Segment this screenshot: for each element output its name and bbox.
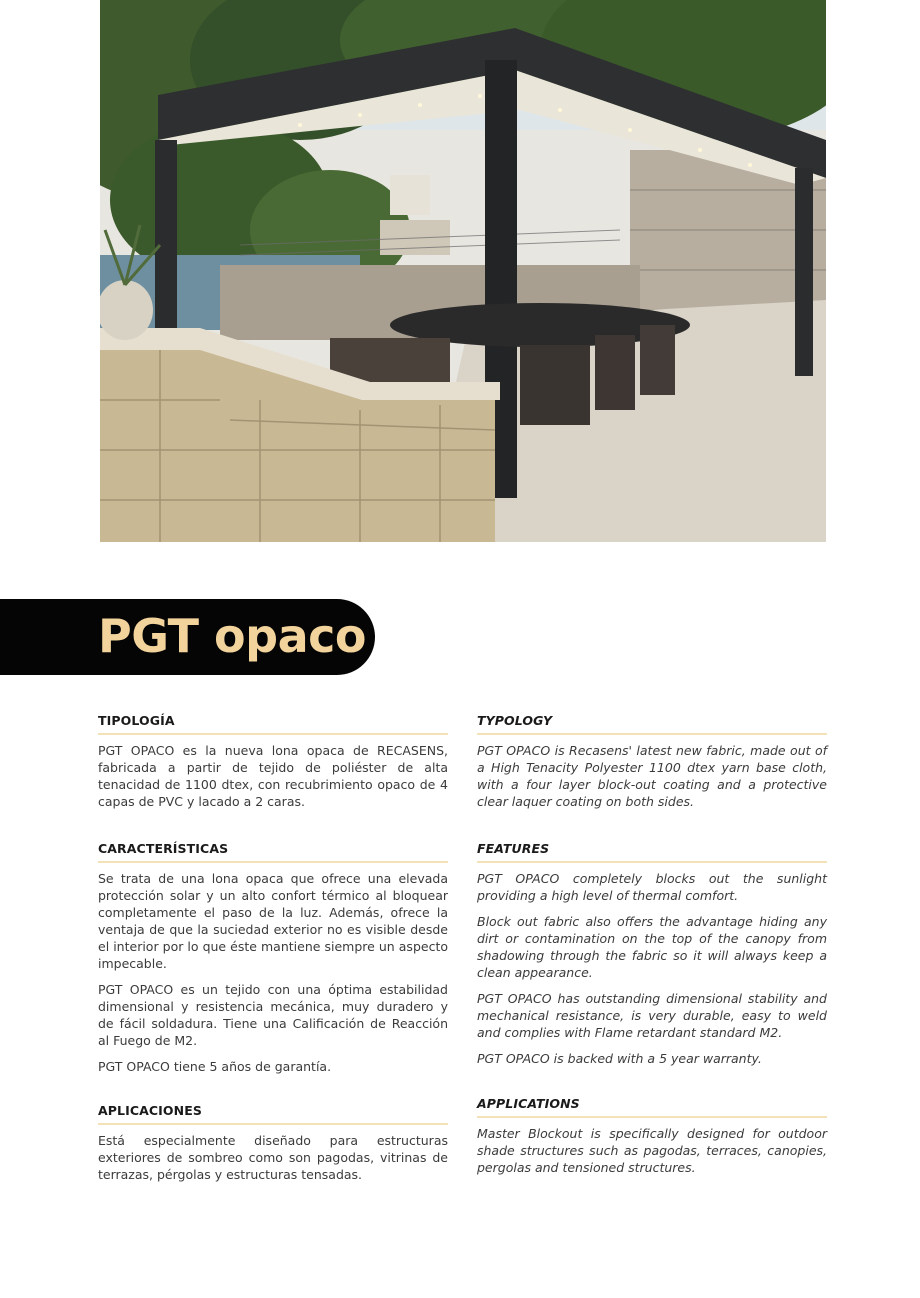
page-title: PGT opaco	[98, 609, 366, 663]
spanish-column	[98, 713, 448, 1182]
es-typology-text: PGT OPACO es la nueva lona opaca de RECASENS, fabricada a partir de tejido de poliéster de alta tenacidad de 1100 dtex, con recubrimiento opaco de 4 capas de PVC y lacado a 2 caras.	[98, 743, 448, 809]
en-features-paragraph: PGT OPACO is backed with a 5 year warranty.	[477, 1051, 762, 1066]
es-typology-section	[98, 713, 448, 810]
en-features-heading: FEATURES	[477, 841, 827, 863]
es-applications-section	[98, 1103, 448, 1183]
en-features-paragraph: Block out fabric also offers the advantage hiding any dirt or contamination on the top of the canopy from shadowing through the fabric so it will always keep a clean appearance.	[477, 914, 827, 980]
es-applications-text: Está especialmente diseñado para estructuras exteriores de sombreo como son pagodas, vitrinas de terrazas, pérgolas y estructuras tensadas.	[98, 1133, 448, 1182]
english-column	[477, 713, 827, 1175]
es-features-paragraph: PGT OPACO es un tejido con una óptima estabilidad dimensional y resistencia mecánica, muy duradero y de fácil soldadura. Tiene una Calificación de Reacción al Fuego de M2.	[98, 982, 448, 1048]
es-typology-heading: TIPOLOGÍA	[98, 713, 448, 735]
es-applications-heading: APLICACIONES	[98, 1103, 448, 1125]
en-features-section	[477, 841, 827, 1067]
es-features-heading: CARACTERÍSTICAS	[98, 841, 448, 863]
pergola-photo	[100, 0, 826, 542]
en-typology-section	[477, 713, 827, 810]
en-typology-text: PGT OPACO is Recasens' latest new fabric, made out of a High Tenacity Polyester 1100 dtex yarn base cloth, with a four layer block-out coating and a protective clear laquer coating on both sides.	[477, 743, 827, 809]
en-applications-heading: APPLICATIONS	[477, 1096, 827, 1118]
es-features-section	[98, 841, 448, 1075]
es-features-paragraph: PGT OPACO tiene 5 años de garantía.	[98, 1059, 332, 1074]
en-features-paragraph: PGT OPACO has outstanding dimensional stability and mechanical resistance, is very durable, easy to weld and complies with Flame retardant standard M2.	[477, 991, 827, 1040]
en-typology-heading: TYPOLOGY	[477, 713, 827, 735]
en-features-paragraph: PGT OPACO completely blocks out the sunlight providing a high level of thermal comfort.	[477, 871, 827, 903]
en-applications-text: Master Blockout is specifically designed for outdoor shade structures such as pagodas, terraces, canopies, pergolas and tensioned structures.	[477, 1126, 827, 1175]
es-features-paragraph: Se trata de una lona opaca que ofrece una elevada protección solar y un alto confort térmico al bloquear completamente el paso de la luz. Además, ofrece la ventaja de que la suciedad exterior no es visible desde el interior por lo que éste mantiene siempre un aspecto impecable.	[98, 871, 448, 971]
en-applications-section	[477, 1096, 827, 1176]
